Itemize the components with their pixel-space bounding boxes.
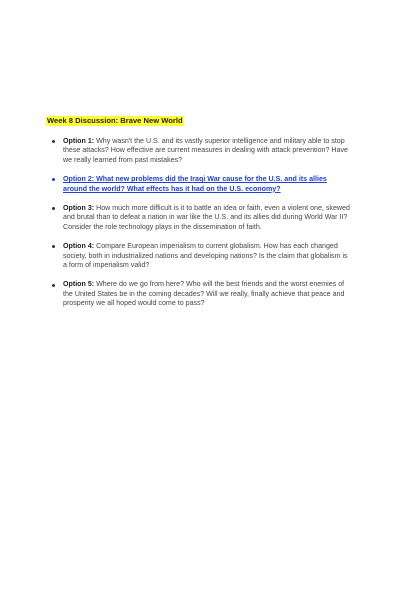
option-text: Compare European imperialism to current globalism. How has each changed society, both in industrialized nations and developing nations? Is the claim that globalism is a form of imperialism valid? [63, 242, 348, 270]
option-label: Option 4: [63, 242, 95, 251]
bullet-icon [52, 207, 55, 210]
option-text[interactable]: What new problems did the Iraqi War cause for the U.S. and its allies around the world? What effects has it had on the U.S. economy? [63, 175, 327, 193]
option-label: Option 3: [63, 204, 95, 213]
bullet-icon [52, 140, 55, 143]
option-text: Why wasn't the U.S. and its vastly superior intelligence and military able to stop these attacks? How effective are current measures in dealing with attack prevention? Have we really learned from past mistakes? [63, 137, 348, 164]
options-list [52, 137, 352, 319]
page-title: Week 8 Discussion: Brave New World [47, 116, 183, 125]
option-label: Option 1: [63, 137, 95, 145]
option-text: How much more difficult is it to battle an idea or faith, even a violent one, skewed and brutal than to defeat a nation in war like the U.S. and its allies did during World War II? Consider the role technology plays in the dissemination of faith. [63, 204, 350, 231]
option-5 [52, 280, 352, 308]
option-label: Option 2: [63, 175, 95, 184]
option-4 [52, 242, 352, 270]
bullet-icon [52, 178, 55, 181]
bullet-icon [52, 284, 55, 287]
option-2[interactable] [52, 175, 352, 194]
option-1 [52, 137, 352, 165]
bullet-icon [52, 245, 55, 248]
option-3 [52, 204, 352, 232]
option-text: Where do we go from here? Who will the best friends and the worst enemies of the United States be in the coming decades? Will we really, finally achieve that peace and prosperity we all hoped would come to pass? [63, 280, 345, 308]
option-label: Option 5: [63, 280, 95, 289]
